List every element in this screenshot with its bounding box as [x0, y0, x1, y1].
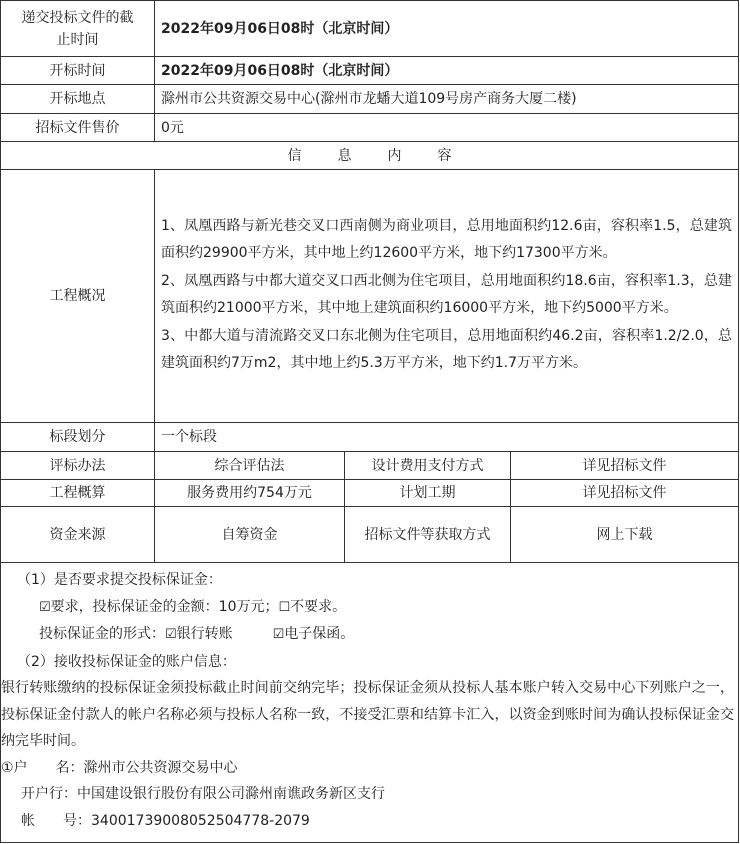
account-name: ①户 名：滁州市公共资源交易中心	[1, 759, 238, 776]
unchecked-box-icon: ☐	[278, 599, 291, 615]
guarantee-form-line	[5, 621, 734, 649]
info-header-char: 容	[437, 147, 452, 164]
opening-time-label: 开标时间	[1, 57, 155, 85]
grid-cell: 服务费用约754万元	[155, 480, 345, 507]
doc-price-value: 0元	[155, 114, 739, 142]
opening-place-value: 滁州市公共资源交易中心(滁州市龙蟠大道109号房产商务大厦二楼)	[155, 85, 739, 114]
overview-item: 1、凤凰西路与新光巷交叉口西南侧为商业项目，总用地面积约12.6亩，容积率1.5，总建筑面积约29900平方米，其中地上约12600平方米，地下约17300平方米。	[161, 217, 733, 261]
deadline-value: 2022年09月06日08时（北京时间）	[155, 1, 739, 57]
guarantee-q1: （1）是否要求提交投标保证金：	[17, 572, 222, 588]
deadline-label: 递交投标文件的截止时间	[1, 1, 155, 57]
checked-box-icon: ☑	[165, 627, 177, 642]
opening-time-value: 2022年09月06日08时（北京时间）	[155, 57, 739, 85]
grid-cell: 评标办法	[1, 452, 155, 480]
guarantee-required-line	[5, 594, 734, 622]
grid-cell: 计划工期	[345, 480, 511, 507]
not-required-text: 不要求。	[290, 598, 347, 615]
grid-row	[1, 452, 739, 480]
guarantee-content	[1, 563, 739, 843]
overview-content	[155, 170, 739, 423]
deadline-row	[1, 1, 739, 57]
grid-cell: 设计费用支付方式	[345, 452, 511, 480]
doc-price-row	[1, 114, 739, 142]
opening-time-row	[1, 57, 739, 85]
overview-item: 3、中都大道与清流路交叉口东北侧为住宅项目，总用地面积约46.2亩，容积率1.2/2.0，总建筑面积约7万m2，其中地上约5.3万平方米，地下约1.7万平方米。	[161, 327, 733, 371]
opening-place-label: 开标地点	[1, 85, 155, 114]
overview-item: 2、凤凰西路与中都大道交叉口西北侧为住宅项目，总用地面积约18.6亩，容积率1.3，总建筑面积约21000平方米，其中地上建筑面积约16000平方米，地下约5000平方米。	[161, 272, 733, 316]
form-label: 投标保证金的形式：	[39, 626, 165, 642]
grid-row	[1, 507, 739, 563]
checked-box-icon: ☑	[39, 599, 51, 615]
guarantee-q2: （2）接收投标保证金的账户信息：	[17, 653, 236, 670]
info-header	[1, 142, 739, 170]
grid-cell: 详见招标文件	[511, 452, 739, 480]
checked-box-icon: ☑	[272, 627, 285, 642]
account-number: 帐 号：34001739008052504778-2079	[21, 812, 310, 829]
grid-cell: 招标文件等获取方式	[345, 507, 511, 563]
info-header-row	[1, 142, 739, 170]
grid-cell: 综合评估法	[155, 452, 345, 480]
sections-label: 标段划分	[1, 423, 155, 452]
guarantee-paragraph: 银行转账缴纳的投标保证金须投标截止时间前交纳完毕；投标保证金须从投标人基本账户转入交易中心下列账户之一，投标保证金付款人的帐户名称必须与投标人名称一致，不接受汇票和结算卡汇入，以资金到账时间为确认投标保证金交纳完毕时间。	[1, 680, 735, 749]
overview-row	[1, 170, 739, 423]
overview-label: 工程概况	[1, 170, 155, 423]
sections-value: 一个标段	[155, 423, 739, 452]
grid-cell: 资金来源	[1, 507, 155, 563]
info-header-char: 息	[337, 147, 352, 164]
grid-cell: 自筹资金	[155, 507, 345, 563]
opening-place-row	[1, 85, 739, 114]
info-header-char: 信	[287, 147, 302, 164]
doc-price-label: 招标文件售价	[1, 114, 155, 142]
grid-cell: 网上下载	[511, 507, 739, 563]
bank-name: 开户行：中国建设银行股份有限公司滁州南谯政务新区支行	[21, 786, 385, 802]
guarantee-row	[1, 563, 739, 843]
electronic-guarantee-text: 电子保函。	[284, 626, 355, 642]
grid-cell: 工程概算	[1, 480, 155, 507]
sections-row	[1, 423, 739, 452]
grid-cell: 详见招标文件	[511, 480, 739, 507]
info-header-char: 内	[387, 147, 402, 164]
required-text: 要求，投标保证金的金额：10万元；	[50, 598, 279, 615]
bank-transfer-text: 银行转账	[176, 626, 233, 642]
grid-row	[1, 480, 739, 507]
